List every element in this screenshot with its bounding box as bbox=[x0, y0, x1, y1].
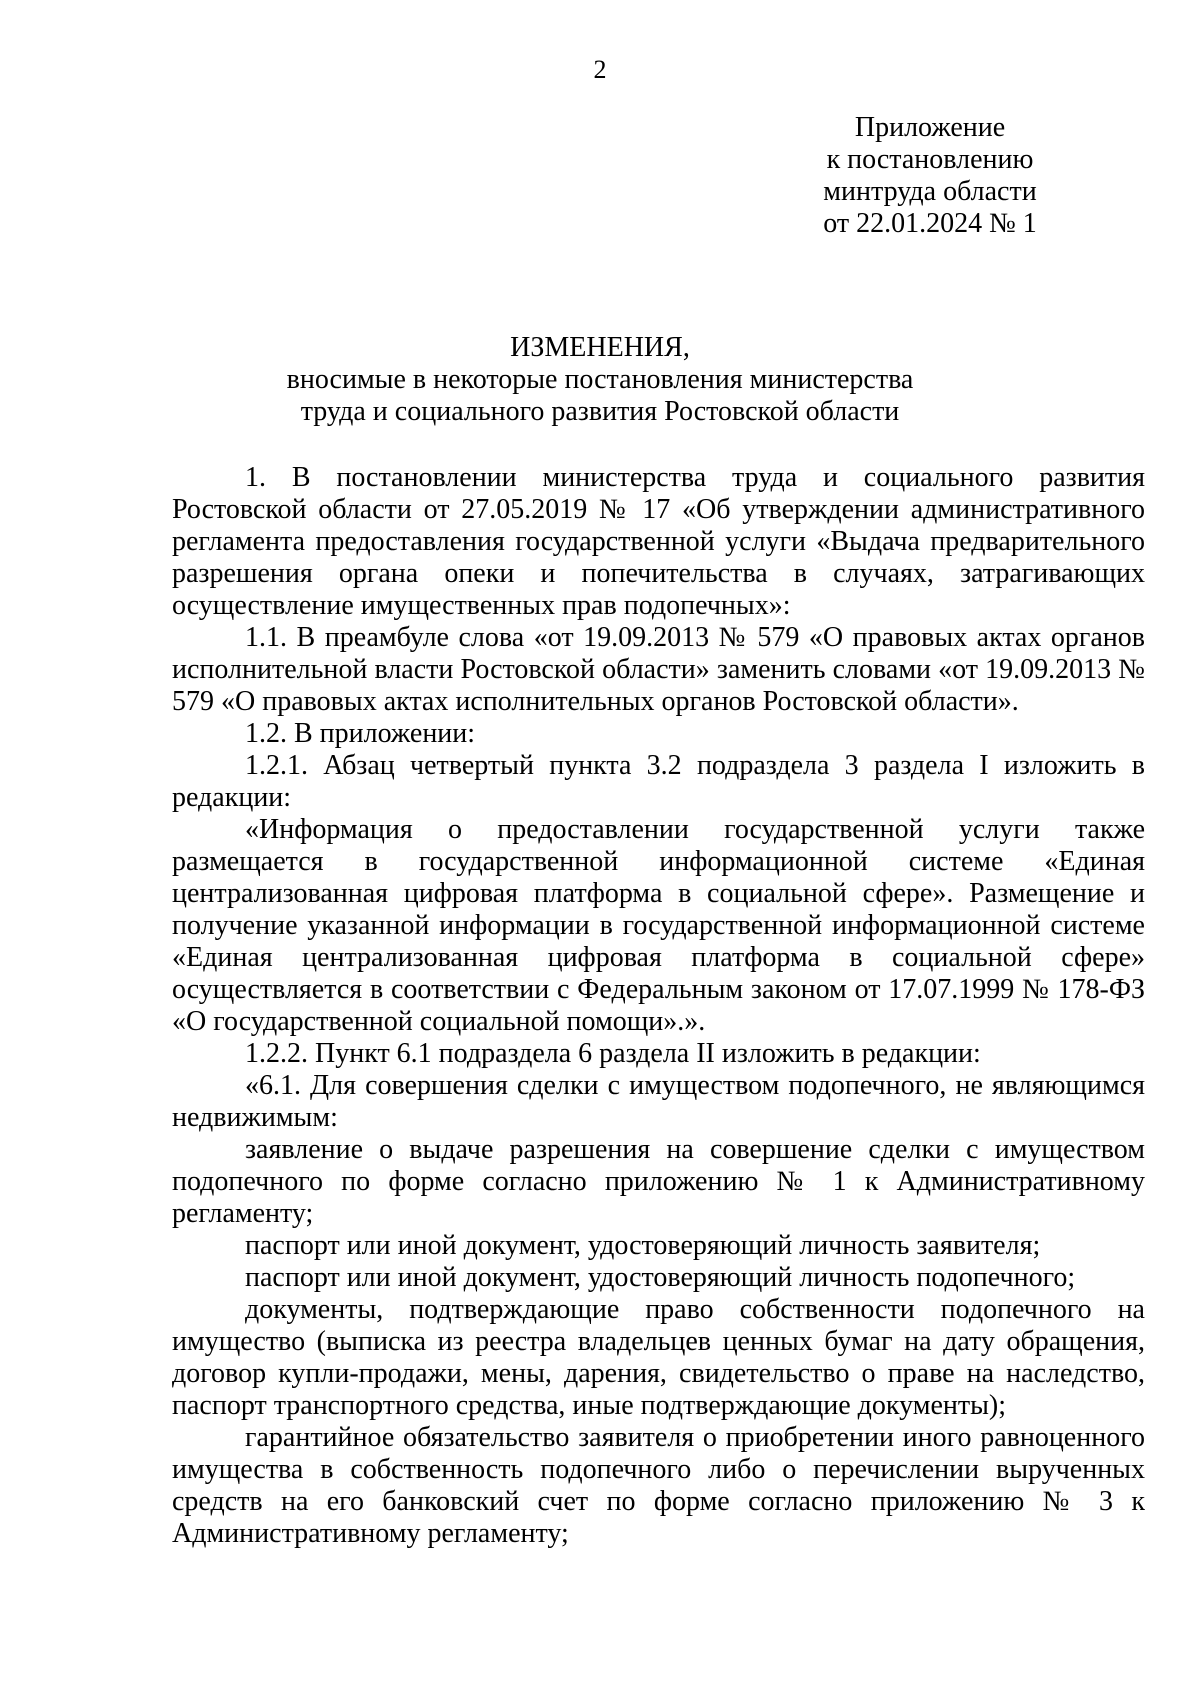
paragraph-quote-6-1: «6.1. Для совершения сделки с имуществом подопечного, не являющимся недвижимым: bbox=[172, 1070, 1145, 1133]
document-body bbox=[172, 462, 1145, 1550]
paragraph-passport-applicant: паспорт или иной документ, удостоверяющий личность заявителя; bbox=[245, 1230, 1041, 1261]
title-heading: ИЗМЕНЕНИЯ, bbox=[510, 332, 690, 363]
paragraph-item-1-2-1: 1.2.1. Абзац четвертый пункта 3.2 подраздела 3 раздела I изложить в редакции: bbox=[172, 750, 1145, 813]
appendix-line-2: к постановлению bbox=[826, 144, 1034, 175]
document-title bbox=[0, 332, 1200, 428]
paragraph-item-1-1: 1.1. В преамбуле слова «от 19.09.2013 № 579 «О правовых актах органов исполнительной власти Ростовской области» заменить словами «от 19.09.2013 № 579 «О правовых актах исполнительных органов Ростовской области». bbox=[172, 622, 1145, 717]
paragraph-passport-ward: паспорт или иной документ, удостоверяющий личность подопечного; bbox=[245, 1262, 1076, 1293]
title-subtitle-1: вносимые в некоторые постановления министерства bbox=[286, 364, 914, 395]
paragraph-item-1-2: 1.2. В приложении: bbox=[245, 718, 476, 749]
appendix-line-3: минтруда области bbox=[823, 176, 1037, 207]
paragraph-guarantee-obligation: гарантийное обязательство заявителя о приобретении иного равноценного имущества в собственность подопечного либо о перечислении вырученных средств на его банковский счет по форме согласно приложению № 3 к Административному регламенту; bbox=[172, 1422, 1145, 1549]
appendix-line-1: Приложение bbox=[854, 112, 1006, 143]
paragraph-item-1: 1. В постановлении министерства труда и социального развития Ростовской области от 27.05.2019 № 17 «Об утверждении административного регламента предоставления государственной услуги «Выдача предварительного разрешения органа опеки и попечительства в случаях, затрагивающих осуществление имущественных прав подопечных»: bbox=[172, 462, 1145, 621]
paragraph-application: заявление о выдаче разрешения на совершение сделки с имуществом подопечного по форме согласно приложению № 1 к Административному регламенту; bbox=[172, 1134, 1145, 1229]
paragraph-ownership-documents: документы, подтверждающие право собственности подопечного на имущество (выписка из реестра владельцев ценных бумаг на дату обращения, договор купли-продажи, мены, дарения, свидетельство о праве на наследство, паспорт транспортного средства, иные подтверждающие документы); bbox=[172, 1294, 1145, 1421]
paragraph-item-1-2-2: 1.2.2. Пункт 6.1 подраздела 6 раздела II изложить в редакции: bbox=[245, 1038, 981, 1069]
page-number: 2 bbox=[593, 55, 607, 84]
title-subtitle-2: труда и социального развития Ростовской области bbox=[300, 396, 900, 427]
appendix-block bbox=[780, 112, 1080, 240]
appendix-line-4: от 22.01.2024 № 1 bbox=[823, 208, 1037, 239]
paragraph-quote-information: «Информация о предоставлении государственной услуги также размещается в государственной информационной системе «Единая централизованная цифровая платформа в социальной сфере». Размещение и получение указанной информации в государственной информационной системе «Единая централизованная цифровая платформа в социальной сфере» осуществляется в соответствии с Федеральным законом от 17.07.1999 № 178-ФЗ «О государственной социальной помощи».». bbox=[172, 814, 1145, 1037]
